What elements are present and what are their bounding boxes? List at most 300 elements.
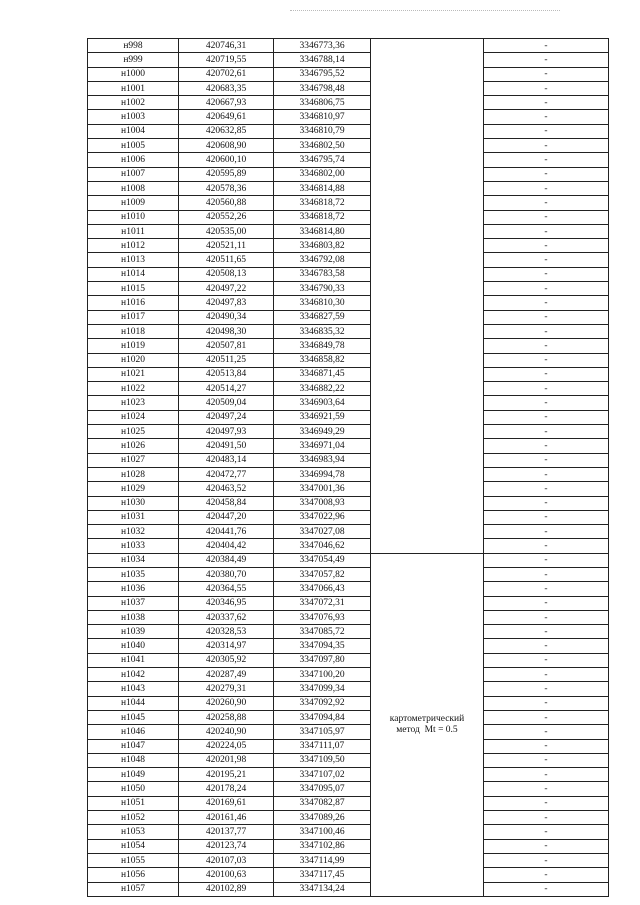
x-coordinate-cell: 420490,34 [179,310,274,324]
point-name-cell: н1011 [88,224,179,238]
table-row [88,668,609,682]
y-coordinate-cell: 3347100,46 [274,825,371,839]
point-name-cell: н1005 [88,139,179,153]
point-name-cell: н1018 [88,324,179,338]
y-coordinate-cell: 3347114,99 [274,853,371,867]
note-cell: - [484,625,609,639]
note-cell: - [484,567,609,581]
y-coordinate-cell: 3346810,79 [274,124,371,138]
y-coordinate-cell: 3347001,36 [274,482,371,496]
y-coordinate-cell: 3346818,72 [274,210,371,224]
point-name-cell: н1028 [88,467,179,481]
y-coordinate-cell: 3346882,22 [274,382,371,396]
point-name-cell: н998 [88,39,179,53]
table-row [88,539,609,553]
x-coordinate-cell: 420287,49 [179,668,274,682]
x-coordinate-cell: 420364,55 [179,582,274,596]
point-name-cell: н1023 [88,396,179,410]
point-name-cell: н1019 [88,339,179,353]
point-name-cell: н1045 [88,710,179,724]
note-cell: - [484,210,609,224]
y-coordinate-cell: 3347102,86 [274,839,371,853]
point-name-cell: н1055 [88,853,179,867]
method-cell-empty [371,39,484,554]
x-coordinate-cell: 420578,36 [179,181,274,195]
x-coordinate-cell: 420161,46 [179,811,274,825]
x-coordinate-cell: 420380,70 [179,567,274,581]
x-coordinate-cell: 420314,97 [179,639,274,653]
table-row [88,739,609,753]
note-cell: - [484,525,609,539]
table-row [88,882,609,896]
point-name-cell: н1036 [88,582,179,596]
point-name-cell: н1052 [88,811,179,825]
y-coordinate-cell: 3346783,58 [274,267,371,281]
note-cell: - [484,425,609,439]
note-cell: - [484,396,609,410]
x-coordinate-cell: 420600,10 [179,153,274,167]
table-row [88,53,609,67]
point-name-cell: н1053 [88,825,179,839]
point-name-cell: н1003 [88,110,179,124]
x-coordinate-cell: 420608,90 [179,139,274,153]
y-coordinate-cell: 3347095,07 [274,782,371,796]
x-coordinate-cell: 420521,11 [179,239,274,253]
note-cell: - [484,339,609,353]
point-name-cell: н1010 [88,210,179,224]
point-name-cell: н1051 [88,796,179,810]
method-label-line2: метод Mt = 0.5 [396,724,458,735]
table-row [88,324,609,338]
y-coordinate-cell: 3346835,32 [274,324,371,338]
x-coordinate-cell: 420702,61 [179,67,274,81]
y-coordinate-cell: 3347092,92 [274,696,371,710]
x-coordinate-cell: 420498,30 [179,324,274,338]
note-cell: - [484,267,609,281]
x-coordinate-cell: 420507,81 [179,339,274,353]
table-row [88,839,609,853]
point-name-cell: н1041 [88,653,179,667]
x-coordinate-cell: 420552,26 [179,210,274,224]
note-cell: - [484,682,609,696]
table-row [88,453,609,467]
table-row [88,639,609,653]
x-coordinate-cell: 420224,05 [179,739,274,753]
x-coordinate-cell: 420107,03 [179,853,274,867]
y-coordinate-cell: 3346810,97 [274,110,371,124]
note-cell: - [484,811,609,825]
note-cell: - [484,196,609,210]
point-name-cell: н1033 [88,539,179,553]
y-coordinate-cell: 3347111,07 [274,739,371,753]
y-coordinate-cell: 3347107,02 [274,768,371,782]
note-cell: - [484,868,609,882]
note-cell: - [484,553,609,567]
table-row [88,239,609,253]
y-coordinate-cell: 3347066,43 [274,582,371,596]
x-coordinate-cell: 420746,31 [179,39,274,53]
note-cell: - [484,81,609,95]
note-cell: - [484,639,609,653]
x-coordinate-cell: 420463,52 [179,482,274,496]
note-cell: - [484,167,609,181]
point-name-cell: н1056 [88,868,179,882]
table-row [88,482,609,496]
x-coordinate-cell: 420169,61 [179,796,274,810]
x-coordinate-cell: 420137,77 [179,825,274,839]
point-name-cell: н1015 [88,282,179,296]
table-row [88,210,609,224]
y-coordinate-cell: 3346827,59 [274,310,371,324]
point-name-cell: н1040 [88,639,179,653]
table-row [88,811,609,825]
point-name-cell: н1004 [88,124,179,138]
y-coordinate-cell: 3347100,20 [274,668,371,682]
point-name-cell: н1044 [88,696,179,710]
y-coordinate-cell: 3346795,74 [274,153,371,167]
table-row [88,782,609,796]
x-coordinate-cell: 420683,35 [179,81,274,95]
table-row [88,282,609,296]
point-name-cell: н1039 [88,625,179,639]
point-name-cell: н1047 [88,739,179,753]
table-row [88,610,609,624]
x-coordinate-cell: 420497,83 [179,296,274,310]
x-coordinate-cell: 420178,24 [179,782,274,796]
y-coordinate-cell: 3346903,64 [274,396,371,410]
x-coordinate-cell: 420509,04 [179,396,274,410]
method-cell [371,553,484,896]
table-row [88,296,609,310]
x-coordinate-cell: 420483,14 [179,453,274,467]
note-cell: - [484,124,609,138]
y-coordinate-cell: 3346818,72 [274,196,371,210]
y-coordinate-cell: 3346790,33 [274,282,371,296]
note-cell: - [484,582,609,596]
y-coordinate-cell: 3346921,59 [274,410,371,424]
point-name-cell: н1017 [88,310,179,324]
table-row [88,696,609,710]
x-coordinate-cell: 420195,21 [179,768,274,782]
y-coordinate-cell: 3346814,88 [274,181,371,195]
x-coordinate-cell: 420404,42 [179,539,274,553]
y-coordinate-cell: 3347054,49 [274,553,371,567]
y-coordinate-cell: 3347109,50 [274,753,371,767]
point-name-cell: н1032 [88,525,179,539]
note-cell: - [484,753,609,767]
point-name-cell: н1022 [88,382,179,396]
point-name-cell: н1025 [88,425,179,439]
y-coordinate-cell: 3346795,52 [274,67,371,81]
point-name-cell: н1013 [88,253,179,267]
x-coordinate-cell: 420511,25 [179,353,274,367]
note-cell: - [484,96,609,110]
point-name-cell: н1002 [88,96,179,110]
y-coordinate-cell: 3346788,14 [274,53,371,67]
x-coordinate-cell: 420491,50 [179,439,274,453]
note-cell: - [484,739,609,753]
y-coordinate-cell: 3346803,82 [274,239,371,253]
table-row [88,139,609,153]
note-cell: - [484,367,609,381]
table-row [88,67,609,81]
point-name-cell: н1000 [88,67,179,81]
table-row [88,768,609,782]
y-coordinate-cell: 3346814,80 [274,224,371,238]
x-coordinate-cell: 420535,00 [179,224,274,238]
table-row [88,596,609,610]
point-name-cell: н1046 [88,725,179,739]
table-row [88,710,609,724]
note-cell: - [484,410,609,424]
note-cell: - [484,782,609,796]
note-cell: - [484,296,609,310]
y-coordinate-cell: 3346810,30 [274,296,371,310]
y-coordinate-cell: 3346802,50 [274,139,371,153]
y-coordinate-cell: 3347046,62 [274,539,371,553]
table-row [88,81,609,95]
y-coordinate-cell: 3346773,36 [274,39,371,53]
x-coordinate-cell: 420305,92 [179,653,274,667]
table-row [88,382,609,396]
y-coordinate-cell: 3346994,78 [274,467,371,481]
x-coordinate-cell: 420508,13 [179,267,274,281]
note-cell: - [484,382,609,396]
note-cell: - [484,310,609,324]
method-label-line1: картометрический [389,713,465,724]
point-name-cell: н1020 [88,353,179,367]
table-row [88,353,609,367]
note-cell: - [484,282,609,296]
note-cell: - [484,596,609,610]
x-coordinate-cell: 420560,88 [179,196,274,210]
y-coordinate-cell: 3346798,48 [274,81,371,95]
x-coordinate-cell: 420201,98 [179,753,274,767]
note-cell: - [484,353,609,367]
y-coordinate-cell: 3346949,29 [274,425,371,439]
y-coordinate-cell: 3347085,72 [274,625,371,639]
point-name-cell: н1037 [88,596,179,610]
table-row [88,110,609,124]
table-row [88,224,609,238]
point-name-cell: н1007 [88,167,179,181]
note-cell: - [484,482,609,496]
note-cell: - [484,725,609,739]
x-coordinate-cell: 420346,95 [179,596,274,610]
x-coordinate-cell: 420497,93 [179,425,274,439]
y-coordinate-cell: 3347076,93 [274,610,371,624]
note-cell: - [484,853,609,867]
note-cell: - [484,53,609,67]
note-cell: - [484,882,609,896]
y-coordinate-cell: 3346806,75 [274,96,371,110]
point-name-cell: н1029 [88,482,179,496]
note-cell: - [484,610,609,624]
point-name-cell: н1050 [88,782,179,796]
point-name-cell: н1042 [88,668,179,682]
point-name-cell: н1006 [88,153,179,167]
point-name-cell: н1030 [88,496,179,510]
table-row [88,267,609,281]
table-row [88,439,609,453]
point-name-cell: н1049 [88,768,179,782]
table-row [88,167,609,181]
note-cell: - [484,825,609,839]
x-coordinate-cell: 420328,53 [179,625,274,639]
x-coordinate-cell: 420595,89 [179,167,274,181]
note-cell: - [484,696,609,710]
table-row [88,39,609,53]
x-coordinate-cell: 420123,74 [179,839,274,853]
y-coordinate-cell: 3347105,97 [274,725,371,739]
table-row [88,753,609,767]
point-name-cell: н1001 [88,81,179,95]
table-row [88,853,609,867]
note-cell: - [484,510,609,524]
y-coordinate-cell: 3347094,84 [274,710,371,724]
point-name-cell: н1035 [88,567,179,581]
note-cell: - [484,67,609,81]
note-cell: - [484,796,609,810]
note-cell: - [484,39,609,53]
point-name-cell: н1024 [88,410,179,424]
y-coordinate-cell: 3346849,78 [274,339,371,353]
x-coordinate-cell: 420441,76 [179,525,274,539]
note-cell: - [484,496,609,510]
point-name-cell: н1014 [88,267,179,281]
x-coordinate-cell: 420240,90 [179,725,274,739]
note-cell: - [484,181,609,195]
note-cell: - [484,453,609,467]
note-cell: - [484,224,609,238]
point-name-cell: н1026 [88,439,179,453]
x-coordinate-cell: 420258,88 [179,710,274,724]
x-coordinate-cell: 420719,55 [179,53,274,67]
y-coordinate-cell: 3347099,34 [274,682,371,696]
table-row [88,425,609,439]
table-row [88,682,609,696]
x-coordinate-cell: 420384,49 [179,553,274,567]
y-coordinate-cell: 3347094,35 [274,639,371,653]
point-name-cell: н1012 [88,239,179,253]
table-row [88,868,609,882]
note-cell: - [484,839,609,853]
note-cell: - [484,768,609,782]
y-coordinate-cell: 3346871,45 [274,367,371,381]
table-row [88,396,609,410]
table-row [88,196,609,210]
x-coordinate-cell: 420513,84 [179,367,274,381]
note-cell: - [484,253,609,267]
x-coordinate-cell: 420472,77 [179,467,274,481]
x-coordinate-cell: 420458,84 [179,496,274,510]
y-coordinate-cell: 3346802,00 [274,167,371,181]
y-coordinate-cell: 3346792,08 [274,253,371,267]
note-cell: - [484,710,609,724]
point-name-cell: н1048 [88,753,179,767]
note-cell: - [484,324,609,338]
note-cell: - [484,439,609,453]
point-name-cell: н1008 [88,181,179,195]
y-coordinate-cell: 3347082,87 [274,796,371,810]
y-coordinate-cell: 3347117,45 [274,868,371,882]
table-row [88,725,609,739]
table-row [88,124,609,138]
coordinates-table-body [88,39,609,897]
table-row [88,525,609,539]
table-row [88,796,609,810]
point-name-cell: н1016 [88,296,179,310]
y-coordinate-cell: 3346971,04 [274,439,371,453]
table-row [88,367,609,381]
y-coordinate-cell: 3347057,82 [274,567,371,581]
table-row [88,310,609,324]
x-coordinate-cell: 420100,63 [179,868,274,882]
x-coordinate-cell: 420649,61 [179,110,274,124]
y-coordinate-cell: 3347022,96 [274,510,371,524]
note-cell: - [484,467,609,481]
table-row [88,467,609,481]
point-name-cell: н1009 [88,196,179,210]
table-row [88,582,609,596]
table-row [88,96,609,110]
x-coordinate-cell: 420632,85 [179,124,274,138]
table-row [88,181,609,195]
y-coordinate-cell: 3347072,31 [274,596,371,610]
y-coordinate-cell: 3347134,24 [274,882,371,896]
table-row [88,410,609,424]
table-row [88,510,609,524]
point-name-cell: н1021 [88,367,179,381]
table-row [88,567,609,581]
point-name-cell: н1054 [88,839,179,853]
y-coordinate-cell: 3346983,94 [274,453,371,467]
note-cell: - [484,239,609,253]
x-coordinate-cell: 420511,65 [179,253,274,267]
point-name-cell: н1034 [88,553,179,567]
scan-artifact [290,10,560,12]
x-coordinate-cell: 420102,89 [179,882,274,896]
point-name-cell: н999 [88,53,179,67]
y-coordinate-cell: 3347089,26 [274,811,371,825]
y-coordinate-cell: 3347008,93 [274,496,371,510]
point-name-cell: н1043 [88,682,179,696]
note-cell: - [484,668,609,682]
table-row [88,625,609,639]
x-coordinate-cell: 420497,22 [179,282,274,296]
y-coordinate-cell: 3347027,08 [274,525,371,539]
coordinates-table [87,38,609,897]
note-cell: - [484,153,609,167]
y-coordinate-cell: 3346858,82 [274,353,371,367]
table-row [88,553,609,567]
x-coordinate-cell: 420337,62 [179,610,274,624]
table-row [88,496,609,510]
note-cell: - [484,539,609,553]
point-name-cell: н1038 [88,610,179,624]
table-row [88,153,609,167]
table-row [88,253,609,267]
table-row [88,653,609,667]
x-coordinate-cell: 420279,31 [179,682,274,696]
x-coordinate-cell: 420497,24 [179,410,274,424]
point-name-cell: н1027 [88,453,179,467]
x-coordinate-cell: 420667,93 [179,96,274,110]
x-coordinate-cell: 420260,90 [179,696,274,710]
y-coordinate-cell: 3347097,80 [274,653,371,667]
note-cell: - [484,653,609,667]
x-coordinate-cell: 420447,20 [179,510,274,524]
